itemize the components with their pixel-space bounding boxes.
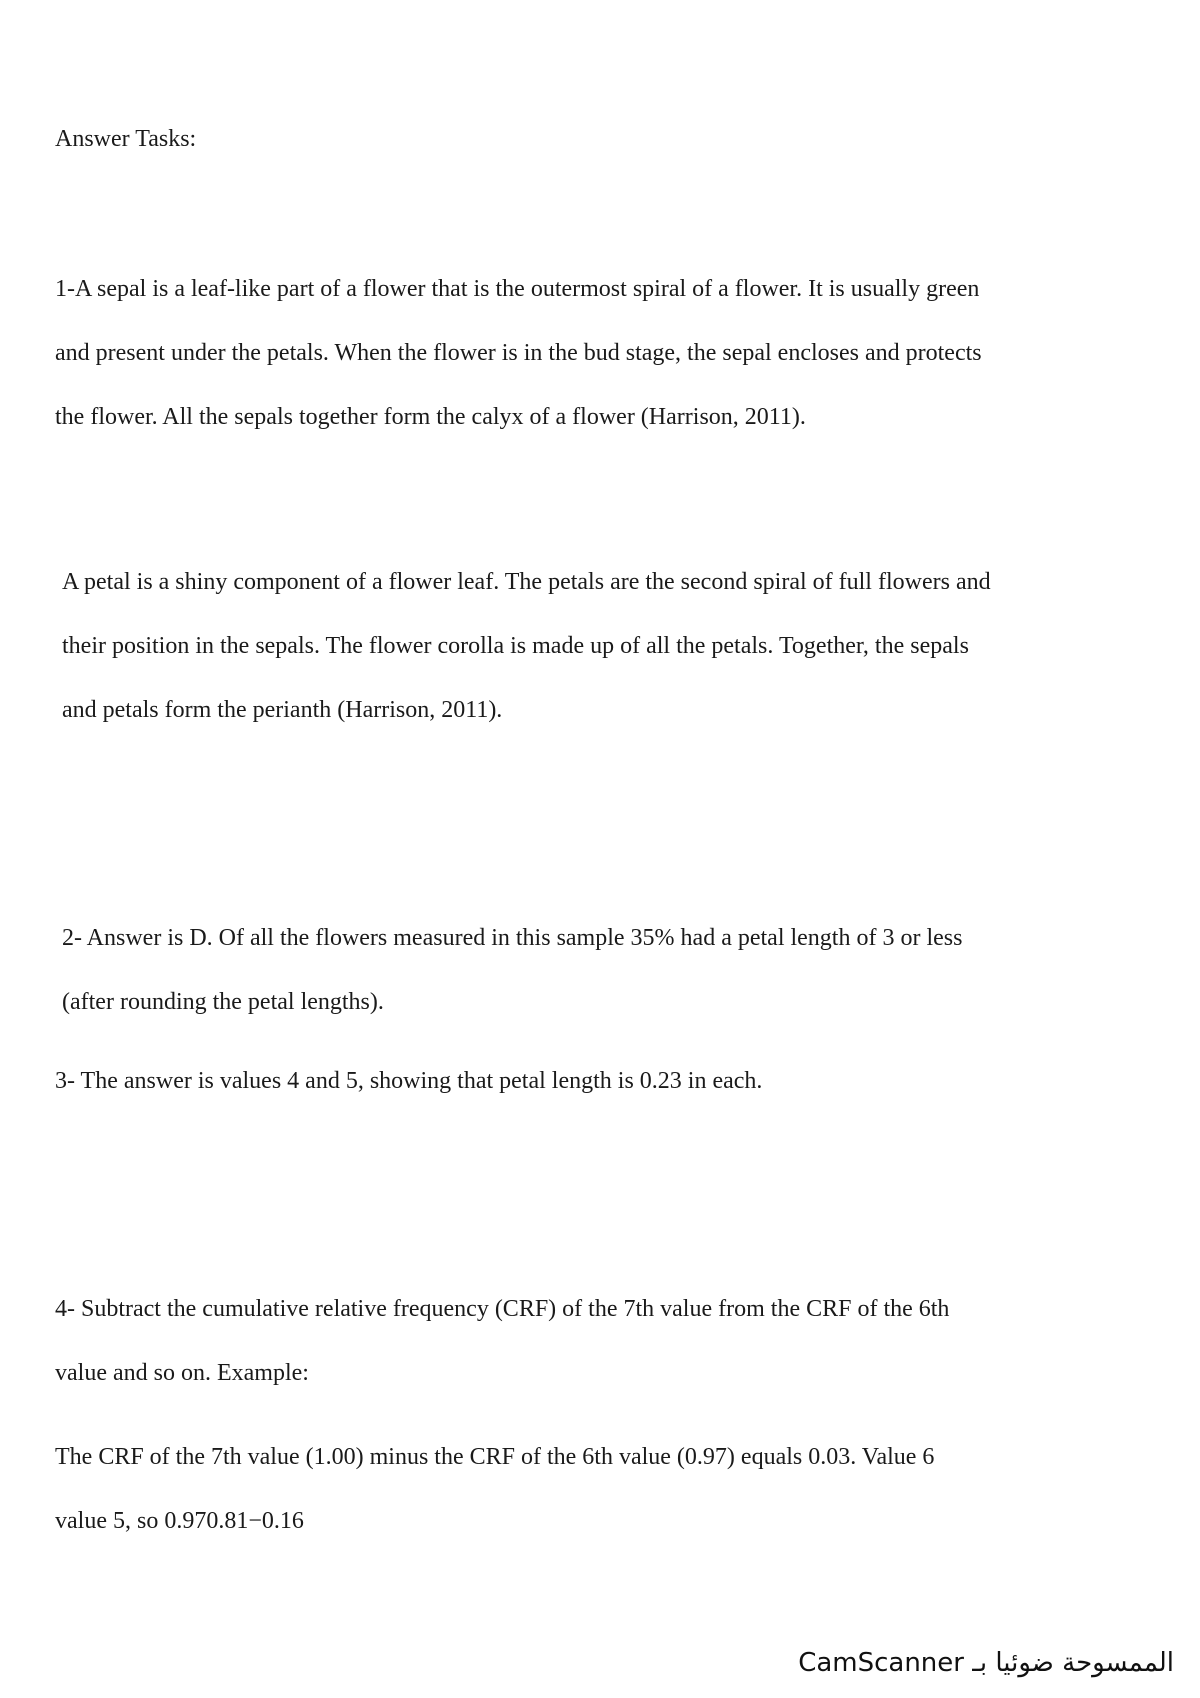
answer-1-petal-paragraph bbox=[62, 570, 1162, 762]
text-line: their position in the sepals. The flower corolla is made up of all the petals. Together, the sepals bbox=[62, 633, 969, 659]
text-line: 1-A sepal is a leaf-like part of a flower that is the outermost spiral of a flower. It is usually green bbox=[55, 276, 980, 302]
text-line: (after rounding the petal lengths). bbox=[62, 989, 384, 1015]
text-line: The CRF of the 7th value (1.00) minus the CRF of the 6th value (0.97) equals 0.03. Value 6 bbox=[55, 1444, 935, 1470]
text-line: value 5, so 0.970.81−0.16 bbox=[55, 1508, 304, 1534]
text-line: 3- The answer is values 4 and 5, showing that petal length is 0.23 in each. bbox=[55, 1068, 763, 1094]
text-line: the flower. All the sepals together form the calyx of a flower (Harrison, 2011). bbox=[55, 404, 806, 430]
text-line: value and so on. Example: bbox=[55, 1360, 309, 1386]
text-line: A petal is a shiny component of a flower leaf. The petals are the second spiral of full flowers and bbox=[62, 569, 991, 595]
answer-3-paragraph bbox=[55, 1069, 1155, 1133]
answer-4-example-paragraph bbox=[55, 1445, 1155, 1573]
text-line: and petals form the perianth (Harrison, 2011). bbox=[62, 697, 503, 723]
answer-4-paragraph bbox=[55, 1297, 1155, 1425]
text-line: 2- Answer is D. Of all the flowers measured in this sample 35% had a petal length of 3 or less bbox=[62, 925, 963, 951]
answer-1-sepal-paragraph bbox=[55, 277, 1155, 469]
text-line: 4- Subtract the cumulative relative frequency (CRF) of the 7th value from the CRF of the 6th bbox=[55, 1296, 950, 1322]
answer-2-paragraph bbox=[62, 926, 1162, 1054]
camscanner-watermark: CamScanner الممسوحة ضوئيا بـ bbox=[798, 1648, 1174, 1678]
text-line: and present under the petals. When the flower is in the bud stage, the sepal encloses and protects bbox=[55, 340, 982, 366]
page-heading: Answer Tasks: bbox=[55, 126, 197, 152]
